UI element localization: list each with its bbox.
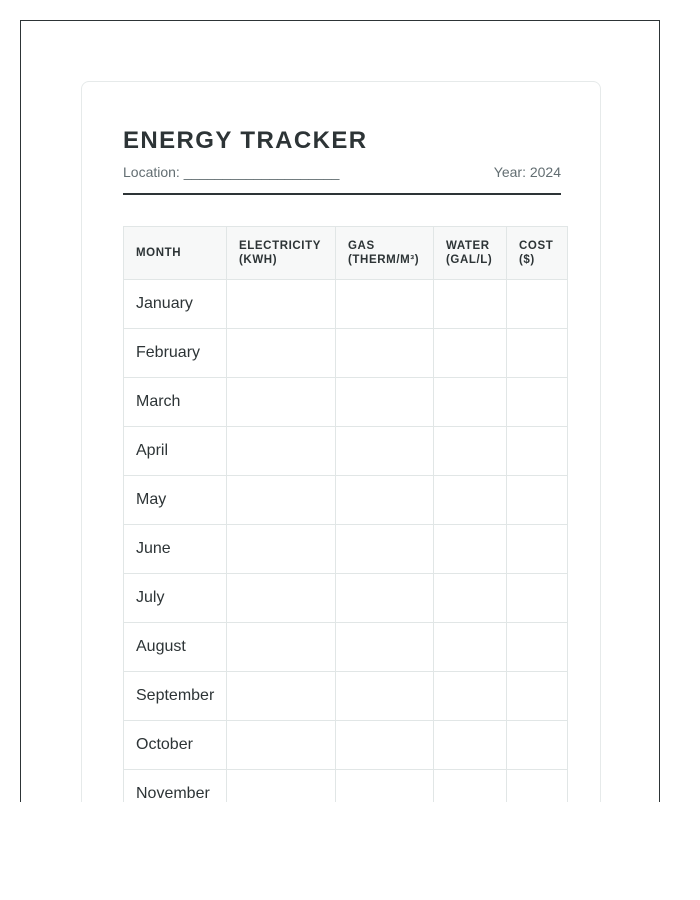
header-electricity-label: ELECTRICITY bbox=[239, 240, 321, 252]
header-gas-unit: (THERM/M³) bbox=[348, 254, 420, 266]
gas-entry-cell[interactable] bbox=[336, 525, 434, 574]
energy-table bbox=[123, 226, 568, 802]
header-water bbox=[434, 227, 507, 280]
water-entry-cell[interactable] bbox=[434, 329, 507, 378]
year-label: Year: 2024 bbox=[493, 164, 561, 180]
electricity-entry-cell[interactable] bbox=[227, 721, 336, 770]
water-entry-cell[interactable] bbox=[434, 525, 507, 574]
electricity-entry-cell[interactable] bbox=[227, 574, 336, 623]
water-entry-cell[interactable] bbox=[434, 770, 507, 803]
header-month bbox=[124, 227, 227, 280]
cost-entry-cell[interactable] bbox=[507, 476, 568, 525]
gas-entry-cell[interactable] bbox=[336, 721, 434, 770]
header-electricity-unit: (KWH) bbox=[239, 254, 278, 266]
table-row bbox=[124, 770, 568, 803]
cost-entry-cell[interactable] bbox=[507, 525, 568, 574]
water-entry-cell[interactable] bbox=[434, 378, 507, 427]
header-cost-unit: ($) bbox=[519, 254, 535, 266]
table-header-row bbox=[124, 227, 568, 280]
water-entry-cell[interactable] bbox=[434, 721, 507, 770]
header-water-label: WATER bbox=[446, 240, 490, 252]
month-cell: January bbox=[124, 280, 227, 329]
header-water-unit: (GAL/L) bbox=[446, 254, 493, 266]
title-divider bbox=[123, 193, 561, 195]
tracker-sheet bbox=[81, 81, 601, 802]
table-row bbox=[124, 574, 568, 623]
electricity-entry-cell[interactable] bbox=[227, 525, 336, 574]
electricity-entry-cell[interactable] bbox=[227, 476, 336, 525]
water-entry-cell[interactable] bbox=[434, 280, 507, 329]
page-title: ENERGY TRACKER bbox=[123, 127, 368, 154]
cost-entry-cell[interactable] bbox=[507, 427, 568, 476]
cost-entry-cell[interactable] bbox=[507, 574, 568, 623]
table-row bbox=[124, 721, 568, 770]
header-gas bbox=[336, 227, 434, 280]
header-cost-label: COST bbox=[519, 240, 554, 252]
page-frame bbox=[20, 20, 660, 802]
gas-entry-cell[interactable] bbox=[336, 427, 434, 476]
gas-entry-cell[interactable] bbox=[336, 672, 434, 721]
month-cell: November bbox=[124, 770, 227, 803]
table-body bbox=[124, 280, 568, 803]
table-row bbox=[124, 427, 568, 476]
month-cell: September bbox=[124, 672, 227, 721]
month-cell: February bbox=[124, 329, 227, 378]
electricity-entry-cell[interactable] bbox=[227, 378, 336, 427]
cost-entry-cell[interactable] bbox=[507, 721, 568, 770]
header-cost bbox=[507, 227, 568, 280]
table-row bbox=[124, 623, 568, 672]
water-entry-cell[interactable] bbox=[434, 574, 507, 623]
cost-entry-cell[interactable] bbox=[507, 280, 568, 329]
table-row bbox=[124, 329, 568, 378]
cost-entry-cell[interactable] bbox=[507, 329, 568, 378]
water-entry-cell[interactable] bbox=[434, 427, 507, 476]
gas-entry-cell[interactable] bbox=[336, 280, 434, 329]
header-month-label: MONTH bbox=[136, 247, 182, 259]
table-row bbox=[124, 672, 568, 721]
cost-entry-cell[interactable] bbox=[507, 770, 568, 803]
electricity-entry-cell[interactable] bbox=[227, 280, 336, 329]
location-field: Location: ____________________ bbox=[123, 164, 340, 180]
table-row bbox=[124, 378, 568, 427]
gas-entry-cell[interactable] bbox=[336, 378, 434, 427]
month-cell: June bbox=[124, 525, 227, 574]
header-gas-label: GAS bbox=[348, 240, 375, 252]
month-cell: October bbox=[124, 721, 227, 770]
table-row bbox=[124, 525, 568, 574]
month-cell: May bbox=[124, 476, 227, 525]
month-cell: August bbox=[124, 623, 227, 672]
cost-entry-cell[interactable] bbox=[507, 672, 568, 721]
gas-entry-cell[interactable] bbox=[336, 623, 434, 672]
water-entry-cell[interactable] bbox=[434, 623, 507, 672]
gas-entry-cell[interactable] bbox=[336, 574, 434, 623]
electricity-entry-cell[interactable] bbox=[227, 672, 336, 721]
water-entry-cell[interactable] bbox=[434, 476, 507, 525]
gas-entry-cell[interactable] bbox=[336, 329, 434, 378]
electricity-entry-cell[interactable] bbox=[227, 770, 336, 803]
electricity-entry-cell[interactable] bbox=[227, 329, 336, 378]
electricity-entry-cell[interactable] bbox=[227, 427, 336, 476]
meta-row bbox=[123, 164, 561, 184]
gas-entry-cell[interactable] bbox=[336, 476, 434, 525]
cost-entry-cell[interactable] bbox=[507, 378, 568, 427]
electricity-entry-cell[interactable] bbox=[227, 623, 336, 672]
header-electricity bbox=[227, 227, 336, 280]
cost-entry-cell[interactable] bbox=[507, 623, 568, 672]
table-row bbox=[124, 280, 568, 329]
table-row bbox=[124, 476, 568, 525]
month-cell: March bbox=[124, 378, 227, 427]
gas-entry-cell[interactable] bbox=[336, 770, 434, 803]
month-cell: April bbox=[124, 427, 227, 476]
water-entry-cell[interactable] bbox=[434, 672, 507, 721]
month-cell: July bbox=[124, 574, 227, 623]
